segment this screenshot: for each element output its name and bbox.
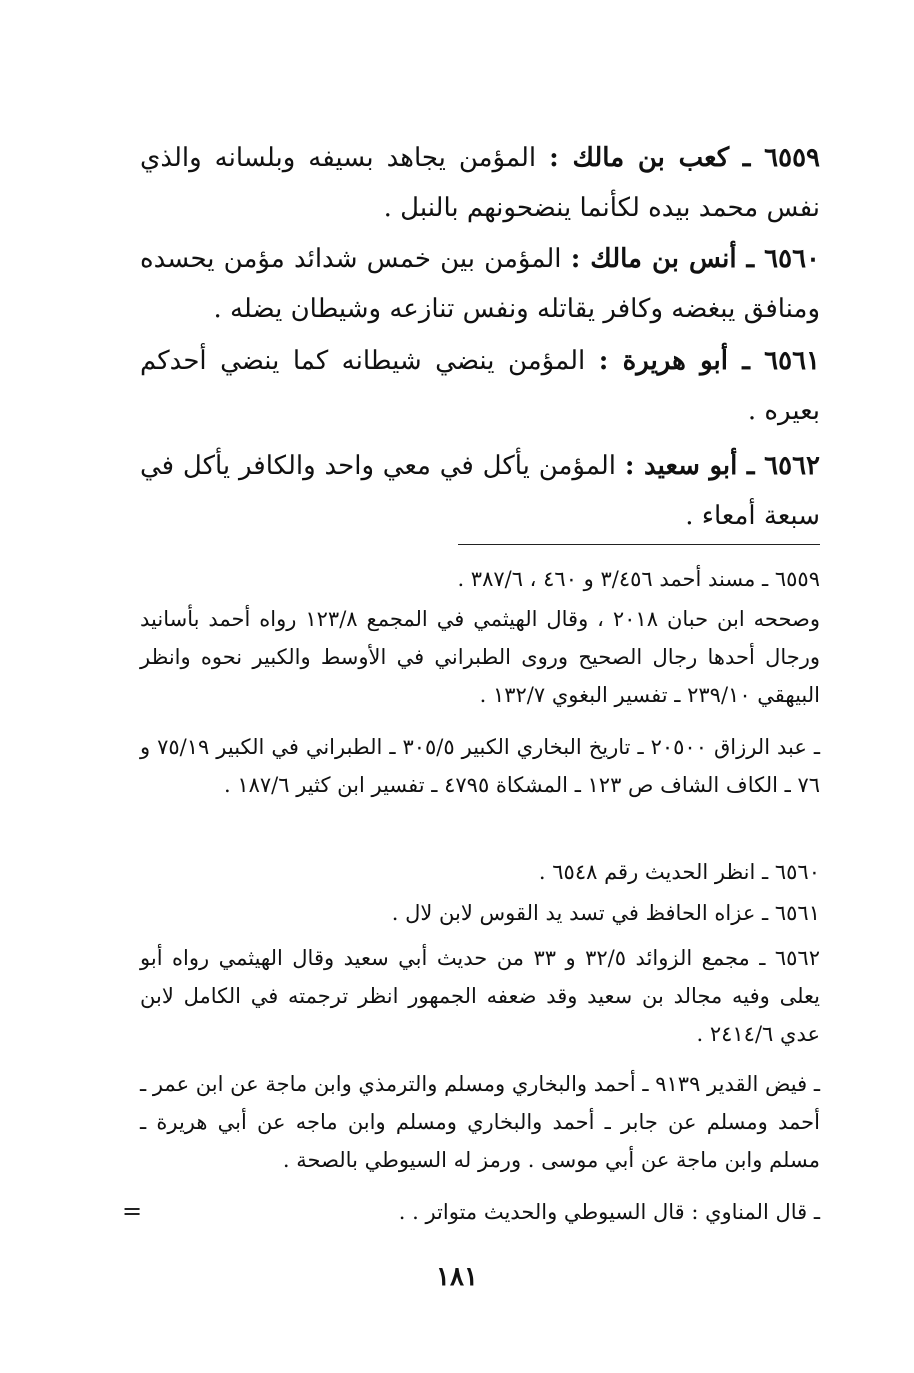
footnote-6559: [140, 560, 820, 598]
hadith-6562: [140, 441, 820, 541]
hadith-narrator: ٦٥٦٠ ـ أنس بن مالك :: [570, 244, 821, 274]
hadith-text: المؤمن يأكل في معي واحد والكافر يأكل في سبعة أمعاء .: [140, 451, 820, 531]
hadith-narrator: ٦٥٥٩ ـ كعب بن مالك :: [549, 143, 821, 173]
hadith-6561: [140, 336, 820, 436]
footnote-6560: [140, 853, 820, 891]
page-number: ١٨١: [436, 1262, 478, 1292]
hadith-text: المؤمن ينضي شيطانه كما ينضي أحدكم بعيره .: [140, 346, 820, 426]
hadith-6560: [140, 234, 820, 334]
footnote-text: ـ قال المناوي : قال السيوطي والحديث متواتر . .: [398, 1200, 820, 1224]
footnote-6562-sources: [140, 1065, 820, 1179]
continuation-mark: =: [122, 1197, 143, 1225]
footnote-6559-continued: [140, 600, 820, 714]
footnote-text: ٦٥٥٩ ـ مسند أحمد ٣/٤٥٦ و ٤٦٠ ، ٣٨٧/٦ .: [457, 567, 820, 591]
footnote-6559-sources: [140, 728, 820, 804]
footnote-divider: [458, 544, 820, 545]
footnote-text: ـ عبد الرزاق ٢٠٥٠٠ ـ تاريخ البخاري الكبير ٣٠٥/٥ ـ الطبراني في الكبير ٧٥/١٩ و ٧٦ ـ الكاف الشاف ص ١٢٣ ـ المشكاة ٤٧٩٥ ـ تفسير ابن كثير ١٨٧/٦ .: [140, 735, 820, 797]
hadith-narrator: ٦٥٦١ ـ أبو هريرة :: [598, 346, 820, 376]
hadith-6559: [140, 133, 820, 233]
footnote-6562-munawi: [140, 1193, 820, 1231]
footnote-6561: [140, 894, 820, 932]
footnote-text: وصححه ابن حبان ٢٠١٨ ، وقال الهيثمي في المجمع ١٢٣/٨ رواه أحمد بأسانيد ورجال أحدها رجال الصحيح وروى الطبراني في الأوسط والكبير نحوه وانظر البيهقي ٢٣٩/١٠ ـ تفسير البغوي ١٣٢/٧ .: [140, 607, 820, 707]
hadith-text: المؤمن بين خمس شدائد مؤمن يحسده ومنافق يبغضه وكافر يقاتله ونفس تنازعه وشيطان يضله .: [140, 244, 820, 324]
hadith-narrator: ٦٥٦٢ ـ أبو سعيد :: [624, 451, 821, 481]
hadith-text: المؤمن يجاهد بسيفه وبلسانه والذي نفس محمد بيده لكأنما ينضحونهم بالنبل .: [140, 143, 820, 223]
footnote-text: ٦٥٦١ ـ عزاه الحافظ في تسد يد القوس لابن لال .: [391, 901, 820, 925]
footnote-text: ٦٥٦٠ ـ انظر الحديث رقم ٦٥٤٨ .: [538, 860, 820, 884]
footnote-text: ٦٥٦٢ ـ مجمع الزوائد ٣٢/٥ و ٣٣ من حديث أبي سعيد وقال الهيثمي رواه أبو يعلى وفيه مجالد بن سعيد وقد ضعفه الجمهور انظر ترجمته في الكامل لابن عدي ٢٤١٤/٦ .: [140, 946, 820, 1046]
footnote-text: ـ فيض القدير ٩١٣٩ ـ أحمد والبخاري ومسلم والترمذي وابن ماجة عن ابن عمر ـ أحمد ومسلم عن جابر ـ أحمد والبخاري ومسلم وابن ماجه عن أبي هريرة ـ مسلم وابن ماجة عن أبي موسى . ورمز له السيوطي بالصحة .: [140, 1072, 820, 1172]
footnote-6562: [140, 939, 820, 1053]
